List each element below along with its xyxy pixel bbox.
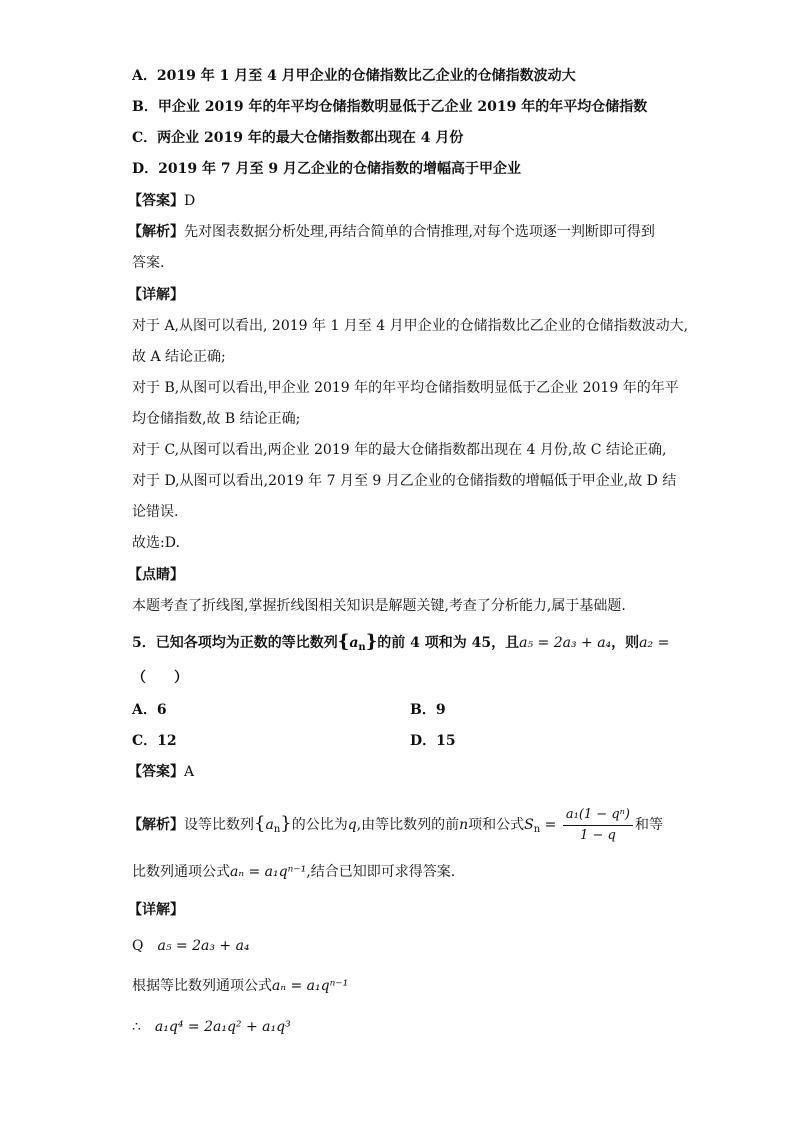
analysis-label: 【解析】 xyxy=(128,224,184,240)
analysis-text: 的公比为 xyxy=(291,817,348,833)
answer-value: A xyxy=(184,764,195,780)
q4-analysis-line2: 答案. xyxy=(132,255,165,271)
q4-detail-line: 对于 A,从图可以看出, 2019 年 1 月至 4 月甲企业的仓储指数比乙企业的仓储指数波动大, xyxy=(132,318,689,334)
q4-detail-line: 故选:D. xyxy=(132,535,180,551)
q4-option-c: C．两企业 2019 年的最大仓储指数都出现在 4 月份 xyxy=(132,130,464,146)
q4-comment-text: 本题考查了折线图,掌握折线图相关知识是解题关键,考查了分析能力,属于基础题. xyxy=(132,598,626,614)
q5-analysis-line2 xyxy=(132,862,754,882)
analysis-text: 设等比数列 xyxy=(184,817,254,833)
q4-analysis-line1 xyxy=(128,222,754,242)
q5-option-d: D．15 xyxy=(410,733,456,749)
q5-stem-text: ，则 xyxy=(611,635,640,651)
q5-condition: a₅ = 2a₃ + a₄ xyxy=(519,635,612,651)
q5-options-row1 xyxy=(132,700,754,720)
q5-detail-label: 【详解】 xyxy=(128,902,184,918)
answer-label: 【答案】 xyxy=(128,764,184,780)
q5-sequence: $\{a_n\}$ xyxy=(337,631,378,653)
q5-option-c: C．12 xyxy=(132,733,177,749)
sequence-notation: $\{a_n\}$ xyxy=(254,813,292,835)
q4-option-a: A．2019 年 1 月至 4 月甲企业的仓储指数比乙企业的仓储指数波动大 xyxy=(132,68,576,84)
q5-options-row2 xyxy=(132,731,754,751)
analysis-text: 比数列通项公式 xyxy=(132,864,230,880)
q4-detail-line: 均仓储指数,故 B 结论正确; xyxy=(132,411,301,427)
q4-detail-label: 【详解】 xyxy=(128,287,184,303)
q5-target: a₂ = xyxy=(639,635,670,651)
answer-label: 【答案】 xyxy=(128,193,184,209)
analysis-text: 先对图表数据分析处理,再结合简单的合情推理,对每个选项逐一判断即可得到 xyxy=(184,224,655,240)
q5-answer xyxy=(128,762,754,782)
q5-stem-text: 的前 4 项和为 45，且 xyxy=(377,635,520,651)
q4-option-b: B．甲企业 2019 年的年平均仓储指数明显低于乙企业 2019 年的年平均仓储指数 xyxy=(132,99,648,115)
analysis-text: ,结合已知即可求得答案. xyxy=(306,864,456,880)
fraction: $\frac{\text{a₁(1 − qⁿ)}}{1 - q}$ xyxy=(563,806,633,845)
q5-blank: （ ） xyxy=(132,670,188,686)
ratio-symbol: q xyxy=(347,817,357,833)
q4-option-d: D．2019 年 7 月至 9 月乙企业的仓储指数的增幅高于甲企业 xyxy=(132,161,521,177)
q4-detail-line: 故 A 结论正确; xyxy=(132,349,226,365)
q4-detail-line: 对于 C,从图可以看出,两企业 2019 年的最大仓储指数都出现在 4 月份,故 C 结论正确, xyxy=(132,442,667,458)
equation: a₁q⁴ = 2a₁q² + a₁q³ xyxy=(154,1019,291,1035)
general-term-formula: aₙ = a₁qⁿ⁻¹ xyxy=(230,864,307,880)
because-symbol: Q xyxy=(132,938,144,954)
q4-answer xyxy=(128,191,754,211)
q5-detail-eq3 xyxy=(132,1017,754,1037)
answer-value: D xyxy=(184,193,196,209)
q4-detail-line: 对于 D,从图可以看出,2019 年 7 月至 9 月乙企业的仓储指数的增幅低于甲企业,故 D 结 xyxy=(132,473,677,489)
general-term-formula: aₙ = a₁qⁿ⁻¹ xyxy=(272,978,349,994)
q5-stem xyxy=(132,632,754,658)
q4-comment-label: 【点睛】 xyxy=(128,567,184,583)
q5-analysis-line1 xyxy=(128,805,754,849)
sum-formula: $S_n$ = $\frac{\text{a₁(1 − qⁿ)}}{1 - q}$ xyxy=(524,817,635,833)
analysis-text: 项和公式 xyxy=(468,817,525,833)
q5-detail-eq1 xyxy=(132,936,754,956)
analysis-text: 和等 xyxy=(634,817,663,833)
q5-stem-text: 5．已知各项均为正数的等比数列 xyxy=(132,635,338,651)
q5-option-a: A．6 xyxy=(132,702,167,718)
q5-option-b: B．9 xyxy=(410,702,446,718)
q4-detail-line: 对于 B,从图可以看出,甲企业 2019 年的年平均仓储指数明显低于乙企业 2019 年的年平 xyxy=(132,380,679,396)
detail-text: 根据等比数列通项公式 xyxy=(132,978,272,994)
analysis-text: ,由等比数列的前 xyxy=(356,817,460,833)
equation: a₅ = 2a₃ + a₄ xyxy=(157,938,250,954)
q4-detail-line: 论错误. xyxy=(132,504,179,520)
q5-detail-line2 xyxy=(132,976,754,996)
therefore-symbol: ∴ xyxy=(132,1019,141,1035)
analysis-label: 【解析】 xyxy=(128,817,184,833)
n-symbol: n xyxy=(459,817,469,833)
